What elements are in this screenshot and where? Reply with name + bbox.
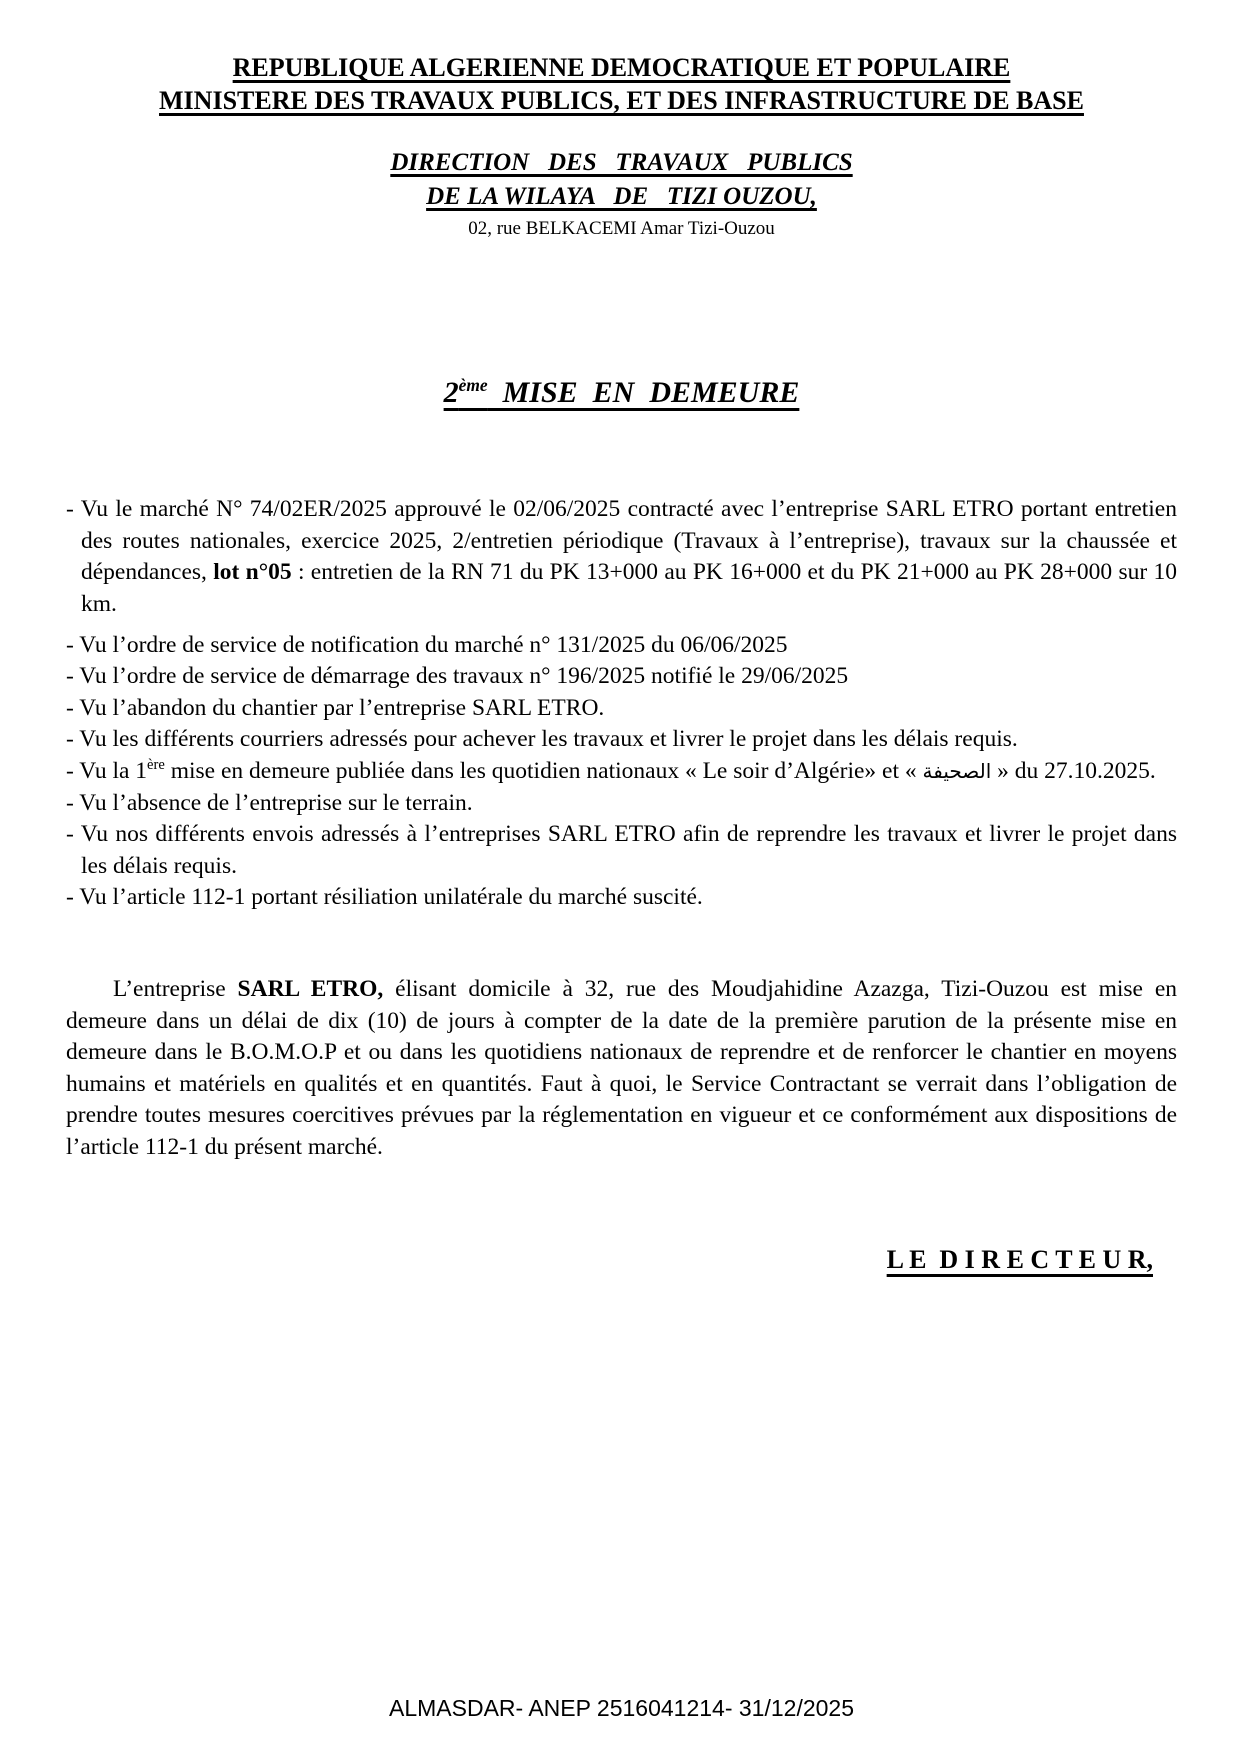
anep-imprint: ALMASDAR- ANEP 2516041214- 31/12/2025 xyxy=(389,1695,854,1721)
direction-block xyxy=(66,146,1177,215)
document-header xyxy=(66,52,1177,240)
company-name-bold: SARL ETRO, xyxy=(237,975,384,1002)
vu-clause-absence: - Vu l’absence de l’entreprise sur le terrain. xyxy=(66,789,473,816)
title-label: MISE EN DEMEURE xyxy=(487,376,800,410)
republic-title: REPUBLIQUE ALGERIENNE DEMOCRATIQUE ET POPULAIRE xyxy=(232,53,1011,82)
vu-clause-text: » du 27.10.2025. xyxy=(991,758,1156,784)
direction-title-line1: DIRECTION DES TRAVAUX PUBLICS xyxy=(390,148,853,176)
notice-text: élisant domicile à 32, rue des Moudjahidine Azazga, Tizi-Ouzou est mise en demeure dans un délai de dix (10) de jours à compter de la date de la première parution de la présente mise en demeure dans le B.O.M.O.P et ou dans les quotidiens nationaux de reprendre et de renforcer le chantier en moyens humains et matériels en qualités et en quantités. Faut à quoi, le Service Contractant se verrait dans l’obligation de prendre toutes mesures coercitives prévues par la réglementation en vigueur et ce conformément aux dispositions de l’article 112-1 du présent marché. xyxy=(66,975,1177,1160)
title-ordinal-suffix: ème xyxy=(458,375,488,396)
notice-text: L’entreprise xyxy=(113,975,238,1002)
vu-clause-demarrage: - Vu l’ordre de service de démarrage des travaux n° 196/2025 notifié le 29/06/2025 xyxy=(66,663,849,690)
vu-clause-abandon: - Vu l’abandon du chantier par l’entreprise SARL ETRO. xyxy=(66,694,605,721)
vu-clause-text: : entretien de la RN 71 du PK 13+000 au PK 16+000 et du PK 21+000 au PK 28+000 sur 10 km. xyxy=(81,559,1177,618)
lot-number-bold: lot n°05 xyxy=(213,559,292,586)
arabic-newspaper-name: الصحيفة xyxy=(922,759,992,783)
vu-clause-text: - Vu le marché N° 74/02ER/2025 approuvé le 02/06/2025 contracté avec l’entreprise SARL ETRO portant entretien des routes nationales, exercice 2025, 2/entretien périodique (Travaux à l’entreprise), travaux sur la chaussée et dépendances, xyxy=(66,496,1177,586)
vu-clause-text: mise en demeure publiée dans les quotidien nationaux « Le soir d’Algérie» et « xyxy=(164,758,923,784)
address-line: 02, rue BELKACEMI Amar Tizi-Ouzou xyxy=(468,217,775,239)
vu-clause-notification: - Vu l’ordre de service de notification du marché n° 131/2025 du 06/06/2025 xyxy=(66,631,788,658)
title-number: 2 xyxy=(443,376,459,410)
notice-paragraph xyxy=(66,974,1177,1164)
vu-clause-envois: - Vu nos différents envois adressés à l’entreprises SARL ETRO afin de reprendre les travaux et livrer le projet dans les délais requis. xyxy=(66,821,1177,879)
vu-clause-article-112: - Vu l’article 112-1 portant résiliation unilatérale du marché suscité. xyxy=(66,884,703,911)
ordinal-suffix: ère xyxy=(147,757,165,774)
vu-clause-courriers: - Vu les différents courriers adressés pour achever les travaux et livrer le projet dans les délais requis. xyxy=(66,726,1018,753)
director-signature-text: L E D I R E C T E U R, xyxy=(886,1244,1153,1274)
vu-clause-text: - Vu la 1 xyxy=(66,758,148,784)
document-body xyxy=(66,494,1177,1312)
direction-title-line2: DE LA WILAYA DE TIZI OUZOU, xyxy=(426,183,817,210)
document-title xyxy=(66,373,1177,412)
document-title-text xyxy=(444,376,800,409)
vu-clause-market xyxy=(66,494,1177,620)
ministry-title: MINISTERE DES TRAVAUX PUBLICS, ET DES INFRASTRUCTURE DE BASE xyxy=(159,85,1084,115)
director-signature-line xyxy=(66,1208,1177,1313)
vu-clause-premiere-mise-en-demeure xyxy=(66,756,1177,788)
